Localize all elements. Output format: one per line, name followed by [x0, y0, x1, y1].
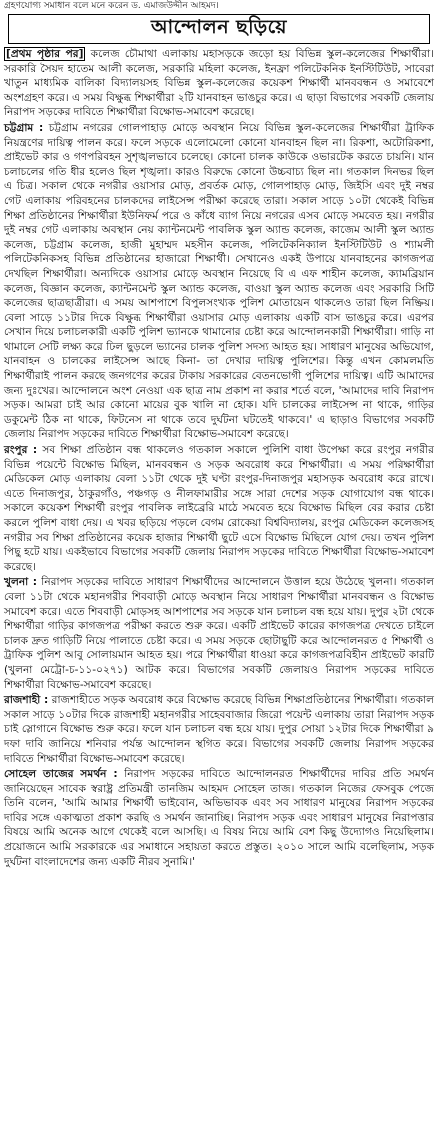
section-khulna	[4, 575, 434, 692]
section-chattogram	[4, 121, 434, 442]
section-lead: রাজশাহী :	[4, 694, 49, 707]
section-lead: খুলনা :	[4, 576, 38, 589]
section-text: চট্টগ্রাম নগরের গোলপাহাড় মোড়ে অবস্থান নিয়ে বিভিন্ন স্কুল-কলেজের শিক্ষার্থীরা ট্রাফিক নিয়ন্ত্রণের দায়িত্ব পালন করে। ফলে সড়কে এলোমেলো কোনো যানবাহন ছিল না। রিকশা, অটোরিকশা, প্রাইভেট কার ও গণপরিবহন সুশৃঙ্খলভাবে চলেছে। কোনো চালক কাউকে ওভারটেক করতে চায়নি। যান চলাচলের গতি ধীর হলেও ছিল শৃঙ্খলা। কারও বিরুদ্ধে কোনো উচ্চবাচ্য ছিল না। গতকাল দিনভর ছিল এ চিত্র। সকাল থেকে নগরীর ওয়াসার মোড়, প্রবর্তক মোড়, গোলপাহাড় মোড়, জিইসি এবং দুই নম্বর গেট এলাকায় পরিবহনের চালকদের লাইসেন্স পরীক্ষা করেছে তারা। সকাল সাড়ে ১০টা থেকেই বিভিন্ন শিক্ষা প্রতিষ্ঠানের শিক্ষার্থীরা ইউনিফর্ম পরে ও কাঁধে ব্যাগ নিয়ে নগরের এসব মোড়ে সমবেত হয়। নগরীর দুই নম্বর গেট এলাকায় অবস্থান নেয় ক্যান্টনমেন্ট পাবলিক স্কুল অ্যান্ড কলেজ, কাজেম আলী স্কুল অ্যান্ড কলেজ, চট্টগ্রাম কলেজ, হাজী মুহাম্মদ মহসীন কলেজ, পলিটেকনিক্যাল ইনস্টিটিউট ও শ্যামলী পলিটেকনিকসহ বিভিন্ন প্রতিষ্ঠানের হাজারো শিক্ষার্থী। সেখানেও একই উপায়ে যানবাহনের কাগজপত্র দেখছিল শিক্ষার্থীরা। অন্যদিকে ওয়াসার মোড়ে অবস্থান নিয়েছে বি এ এফ শাহীন কলেজ, ক্যামব্রিয়ান কলেজ, বিজ্ঞান কলেজ, ক্যান্টনমেন্ট স্কুল অ্যান্ড কলেজ, বাওয়া স্কুল অ্যান্ড কলেজ এবং সরকারি সিটি কলেজের ছাত্রছাত্রীরা। এ সময় আশপাশে বিপুলসংখ্যক পুলিশ মোতায়েন থাকলেও তারা ছিল নিষ্ক্রিয়। বেলা সাড়ে ১১টার দিকে বিক্ষুব্ধ শিক্ষার্থীরা ওয়াসার মোড় এলাকায় একটি বাস ভাঙচুর করে। এরপর সেখান দিয়ে চলাচলকারী একটি পুলিশ ভ্যানকে থামানোর চেষ্টা করে আন্দোলনকারী শিক্ষার্থীরা। গাড়ি না থামালে সেটি লক্ষ্য করে ঢিল ছুড়লে ভ্যানের চালক পুলিশ সদস্য আহত হয়। সাধারণ মানুষের অভিযোগ, যানবাহন ও চালকের লাইসেন্স আছে কিনা- তা দেখার দায়িত্ব পুলিশের। কিন্তু এখন কোমলমতি শিক্ষার্থীরাই পালন করছে জনগণের করের টাকায় সরকারের বেতনভোগী পুলিশের দায়িত্ব। এটি আমাদের জন্য দুঃখের। আন্দোলনে অংশ নেওয়া এক ছাত্র নাম প্রকাশ না করার শর্তে বলে, 'আমাদের দাবি নিরাপদ সড়ক। আমরা চাই আর কোনো মায়ের বুক খালি না হোক। যদি চালকের লাইসেন্স না থাকে, গাড়ির ডকুমেন্ট ঠিক না থাকে, ফিটনেস না থাকে তবে দুর্ঘটনা ঘটতেই থাকবে।' এ ছাড়াও বিভাগের সবকটি জেলায় নিরাপদ সড়কের দাবিতে শিক্ষার্থীরা বিক্ষোভ-সমাবেশ করেছে।	[4, 121, 434, 441]
previous-article-tail: গ্রহণযোগ্য সমাধান বলে মনে করেন ড. এমাজউদ্দীন আহমদ।	[4, 1, 219, 11]
article-headline: আন্দোলন ছড়িয়ে	[8, 14, 430, 44]
section-text: নিরাপদ সড়কের দাবিতে আন্দোলনরত শিক্ষার্থীদের দাবির প্রতি সমর্থন জানিয়েছেন সাবেক স্বরাষ্ট্র প্রতিমন্ত্রী তানজিম আহমদ সোহেল তাজ। গতকাল নিজের ফেসবুক পেজে তিনি বলেন, 'আমি আমার শিক্ষার্থী ভাইবোন, অভিভাবক এবং সব সাধারণ মানুষের নিরাপদ সড়কের দাবির সঙ্গে একাত্মতা প্রকাশ করছি ও সমর্থন জানাচ্ছি। নিরাপদ সড়ক এবং সাধারণ মানুষের নিরাপত্তার বিষয়ে আমি অনেক আগে থেকেই বলে আসছি। এ বিষয় নিয়ে আমি বেশ কিছু উদ্যোগও নিয়েছিলাম। প্রয়োজনে আমি সরকারকে এর সমাধানে সহায়তা করতে প্রস্তুত। ২০১০ সালে আমি বলেছিলাম, সড়ক দুর্ঘটনা বাংলাদেশের জন্য একটি নীরব সুনামি।'	[4, 768, 434, 868]
section-text: নিরাপদ সড়কের দাবিতে সাধারণ শিক্ষার্থীদের আন্দোলনে উত্তাল হয়ে উঠেছে খুলনা। গতকাল বেলা ১১টা থেকে মহানগরীর শিববাড়ী মোড়ে অবস্থান নিয়ে সাধারণ শিক্ষার্থীরা মানববন্ধন ও বিক্ষোভ সমাবেশ করে। এতে শিববাড়ী মোড়সহ আশপাশের সব সড়কে যান চলাচল বন্ধ হয়ে যায়। দুপুর ২টা থেকে শিক্ষার্থীরা গাড়ির কাগজপত্র পরীক্ষা করতে শুরু করে। একটি প্রাইভেট কারের কাগজপত্র দেখতে চাইলে চালক দ্রুত গাড়িটি নিয়ে পালাতে চেষ্টা করে। এ সময় সড়কে ছোটাছুটি করে আন্দোলনরত ৫ শিক্ষার্থী ও ট্রাফিক পুলিশ আবু সোলায়মান আহত হয়। পরে শিক্ষার্থীরা ধাওয়া করে কাগজপত্রবিহীন প্রাইভেট কারটি (খুলনা মেট্রো-চ-১১-০২৭১) আটক করে। বিভাগের সবকটি জেলায়ও নিরাপদ সড়কের দাবিতে শিক্ষার্থীরা বিক্ষোভ-সমাবেশ করেছে।	[4, 576, 434, 691]
section-text: সব শিক্ষা প্রতিষ্ঠান বন্ধ থাকলেও গতকাল সকালে পুলিশি বাধা উপেক্ষা করে রংপুর নগরীর বিভিন্ন পয়েন্টে বিক্ষোভ মিছিল, মানববন্ধন ও সড়ক অবরোধ করে শিক্ষার্থীরা। এ সময় পরিক্ষার্থীরা মেডিকেল মোড় এলাকায় বেলা ১১টা থেকে দুই ঘণ্টা রংপুর-দিনাজপুর মহাসড়ক অবরোধ করে রাখে। এতে দিনাজপুর, ঠাকুরগাঁও, পঞ্চগড় ও নীলফামারীর সঙ্গে সারা দেশের সড়ক যোগাযোগ বন্ধ থাকে। সকালে কয়েকশ শিক্ষার্থী রংপুর পাবলিক লাইব্রেরি মাঠে সমবেত হয়ে বিক্ষোভ মিছিল বের করার চেষ্টা করলে পুলিশ বাধা দেয়। এ খবর ছড়িয়ে পড়লে বেগম রোকেয়া বিশ্ববিদ্যালয়, রংপুর মেডিকেল কলেজসহ নগরীর সব শিক্ষা প্রতিষ্ঠানের কয়েক হাজার শিক্ষার্থী ছুটে এসে বিক্ষোভ মিছিলে যোগ দেয়। তখন পুলিশ পিছু হটে যায়। একইভাবে বিভাগের সবকটি জেলায় নিরাপদ সড়কের দাবিতে শিক্ষার্থীরা বিক্ষোভ-সমাবেশ করেছে।	[4, 444, 434, 573]
section-text: রাজশাহীতে সড়ক অবরোধ করে বিক্ষোভ করেছে বিভিন্ন শিক্ষাপ্রতিষ্ঠানের শিক্ষার্থীরা। গতকাল সকাল সাড়ে ১০টার দিকে রাজশাহী মহানগরীর সাহেববাজার জিরো পয়েন্ট এলাকায় তারা নিরাপদ সড়ক চাই স্লোগানে বিক্ষোভ শুরু করে। ফলে যান চলাচল বন্ধ হয়ে যায়। দুপুর সোয়া ১২টার দিকে শিক্ষার্থীরা ৯ দফা দাবি জানিয়ে শনিবার পর্যন্ত আন্দোলন স্থগিত করে। বিভাগের সবকটি জেলায় নিরাপদ সড়কের দাবিতে শিক্ষার্থীরা বিক্ষোভ-সমাবেশ করেছে।	[4, 694, 434, 765]
section-lead: সোহেল তাজের সমর্থন :	[4, 768, 118, 781]
section-lead: চট্টগ্রাম :	[4, 121, 44, 134]
section-rajshahi	[4, 693, 434, 766]
section-rangpur	[4, 443, 434, 574]
continuation-marker: [প্রথম পৃষ্ঠার পর]	[6, 48, 84, 60]
section-text: কলেজ চৌমাথা এলাকায় মহাসড়কে জড়ো হয় বিভিন্ন স্কুল-কলেজের শিক্ষার্থীরা। সরকারি সৈয়দ হাতেম আলী কলেজ, সরকারি মহিলা কলেজ, ইনফ্রা পলিটেকনিক ইনস্টিটিউট, সাবেরা খাতুন মাধ্যমিক বালিকা বিদ্যালয়সহ বিভিন্ন স্কুল-কলেজের কয়েকশ শিক্ষার্থী মানববন্ধন ও সমাবেশে অংশগ্রহণ করে। এ সময় বিক্ষুব্ধ শিক্ষার্থীরা ২টি যানবাহন ভাঙচুর করে। এ ছাড়া বিভাগের সবকটি জেলায় নিরাপদ সড়কের দাবিতে শিক্ষার্থীরা বিক্ষোভ-সমাবেশ করেছে।	[4, 48, 434, 119]
section-sohel-taj	[4, 767, 434, 869]
section-lead: রংপুর :	[4, 444, 38, 457]
section-continuation	[4, 47, 434, 120]
